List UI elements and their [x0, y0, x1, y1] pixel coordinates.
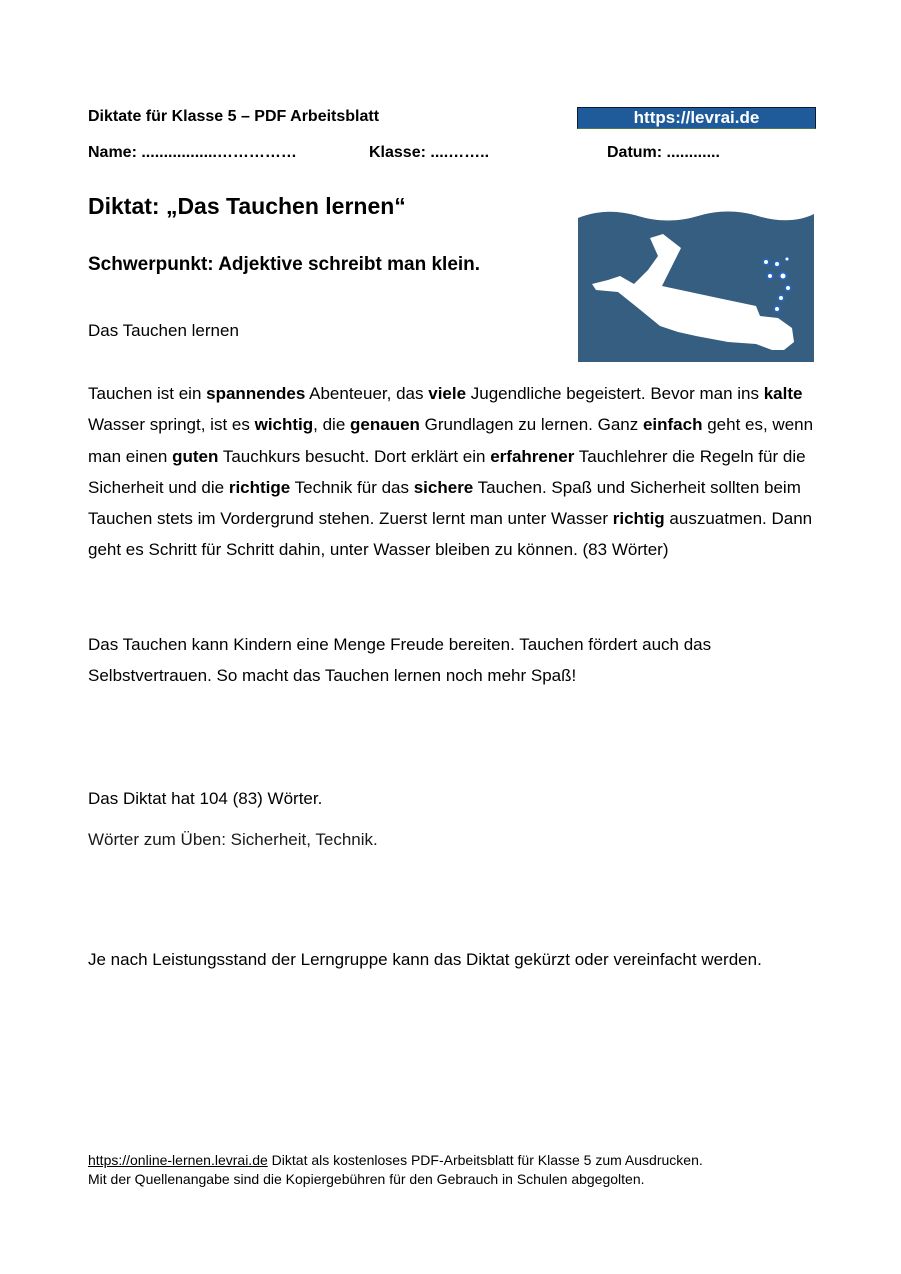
text-segment: Abenteuer, das: [305, 384, 429, 403]
teacher-note: Je nach Leistungsstand der Lerngruppe kann das Diktat gekürzt oder vereinfacht werden.: [88, 950, 762, 969]
dictation-paragraph-1: [88, 378, 823, 566]
story-title: Das Tauchen lernen: [88, 321, 239, 340]
adjective-highlight: richtige: [228, 477, 291, 497]
adjective-highlight: wichtig: [254, 415, 314, 435]
text-segment: Tauchlehrer die Regeln für die Sicherheit und die: [88, 446, 806, 497]
text-segment: auszuatmen. Dann geht es Schritt für Schritt dahin, unter Wasser bleiben zu können. (83 Wörter): [88, 509, 813, 560]
text-segment: Tauchen. Spaß und Sicherheit sollten beim Tauchen stets im Vordergrund stehen. Zuerst lernt man unter Wasser: [88, 477, 801, 529]
text-segment: Tauchen ist ein: [88, 384, 207, 403]
footer-line-1: [88, 1151, 703, 1170]
focus-heading: Schwerpunkt: Adjektive schreibt man klein.: [88, 254, 481, 275]
adjective-highlight: guten: [172, 446, 219, 466]
adjective-highlight: viele: [428, 384, 467, 403]
text-segment: geht es, wenn man einen: [88, 415, 814, 466]
adjective-highlight: sichere: [413, 477, 474, 497]
dictation-paragraph-2: Das Tauchen kann Kindern eine Menge Freude bereiten. Tauchen fördert auch das Selbstvertrauen. So macht das Tauchen lernen noch mehr Spaß!: [88, 635, 712, 686]
adjective-highlight: erfahrener: [490, 446, 575, 466]
text-segment: Wasser springt, ist es: [88, 415, 255, 435]
text-segment: Jugendliche begeistert. Bevor man ins: [466, 384, 764, 403]
adjective-highlight: kalte: [763, 384, 803, 403]
class-field: Klasse: ....……..: [369, 144, 490, 161]
adjective-highlight: einfach: [642, 415, 703, 435]
worksheet-header-title: Diktate für Klasse 5 – PDF Arbeitsblatt: [88, 108, 380, 125]
name-field: Name: .................……………: [88, 144, 297, 161]
text-segment: , die: [313, 415, 351, 435]
diver-underwater-icon: [578, 208, 814, 362]
footer-line-2: Mit der Quellenangabe sind die Kopiergebühren für den Gebrauch in Schulen abgegolten.: [88, 1171, 645, 1187]
page-title: Diktat: „Das Tauchen lernen“: [88, 193, 406, 219]
text-segment: Grundlagen zu lernen. Ganz: [419, 415, 643, 435]
word-count: Das Diktat hat 104 (83) Wörter.: [88, 789, 323, 808]
practice-words: Wörter zum Üben: Sicherheit, Technik.: [88, 830, 378, 849]
text-segment: Tauchkurs besucht. Dort erklärt ein: [218, 446, 491, 466]
adjective-highlight: genauen: [350, 415, 420, 435]
site-url-badge[interactable]: https://levrai.de: [577, 107, 816, 129]
footer-line-1-text: Diktat als kostenloses PDF-Arbeitsblatt für Klasse 5 zum Ausdrucken.: [267, 1152, 703, 1168]
footer: [88, 1151, 703, 1189]
adjective-highlight: richtig: [612, 509, 665, 529]
date-field: Datum: ............: [607, 144, 720, 161]
source-link[interactable]: https://online-lernen.levrai.de: [88, 1152, 268, 1168]
text-segment: Technik für das: [290, 477, 414, 497]
adjective-highlight: spannendes: [206, 384, 306, 403]
